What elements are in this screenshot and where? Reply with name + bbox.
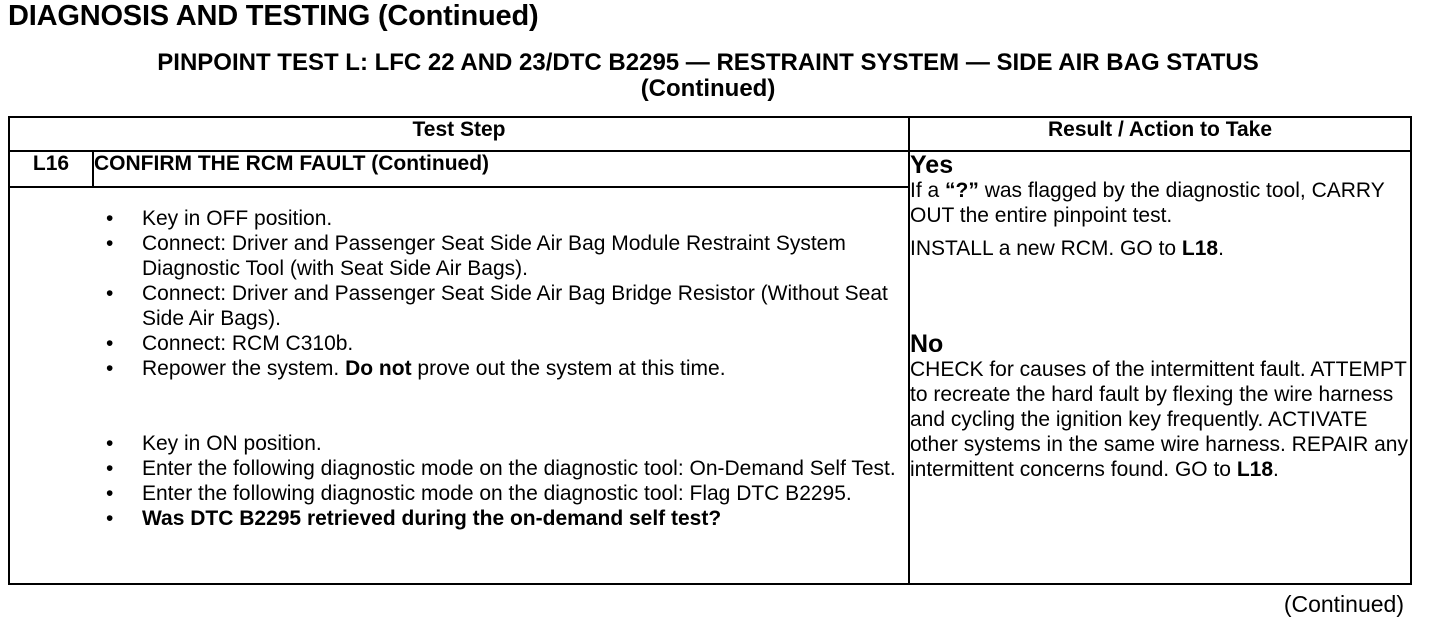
list-item: • Key in ON position. xyxy=(106,432,322,455)
step-id: L16 xyxy=(9,151,93,187)
pinpoint-test-title xyxy=(0,50,1416,102)
steps-cell xyxy=(9,187,909,584)
step-list-group-2 xyxy=(10,431,908,531)
yes-text-1: If a “?” was flagged by the diagnostic tool, CARRY OUT the entire pinpoint test. xyxy=(910,179,1385,227)
pinpoint-test-table xyxy=(8,116,1412,585)
list-item: • Repower the system. Do not prove out the system at this time. xyxy=(106,357,726,380)
no-label: No xyxy=(910,330,944,358)
list-item: • Connect: RCM C310b. xyxy=(106,332,354,355)
yes-text-2: INSTALL a new RCM. GO to L18. xyxy=(910,237,1224,260)
result-cell xyxy=(909,151,1411,584)
list-item: • Key in OFF position. xyxy=(106,207,333,230)
test-title-line2: (Continued) xyxy=(640,75,776,102)
yes-label: Yes xyxy=(910,151,954,179)
step-title: CONFIRM THE RCM FAULT (Continued) xyxy=(93,151,909,187)
list-item: • Was DTC B2295 retrieved during the on-demand self test? xyxy=(106,507,722,530)
header-test-step: Test Step xyxy=(9,117,909,151)
footer-continued: (Continued) xyxy=(1283,591,1404,617)
no-text: CHECK for causes of the intermittent fault. ATTEMPT to recreate the hard fault by flexing the wire harness and cycling the ignition key frequently. ACTIVATE other systems in the same wire harness. REPAIR any intermittent concerns found. GO to L18. xyxy=(910,358,1408,481)
page-heading: DIAGNOSIS AND TESTING (Continued) xyxy=(8,0,539,32)
test-title-line1: PINPOINT TEST L: LFC 22 AND 23/DTC B2295 — RESTRAINT SYSTEM — SIDE AIR BAG STATUS xyxy=(157,49,1259,76)
list-item: • Connect: Driver and Passenger Seat Side Air Bag Bridge Resistor (Without Seat Side Air Bags). xyxy=(106,282,888,330)
no-block xyxy=(910,331,1410,482)
list-item: • Connect: Driver and Passenger Seat Side Air Bag Module Restraint System Diagnostic Tool (with Seat Side Air Bags). xyxy=(106,232,846,280)
header-result-action: Result / Action to Take xyxy=(909,117,1411,151)
step-list-group-1 xyxy=(10,206,908,381)
list-item: • Enter the following diagnostic mode on the diagnostic tool: On-Demand Self Test. xyxy=(106,457,896,480)
list-item: • Enter the following diagnostic mode on the diagnostic tool: Flag DTC B2295. xyxy=(106,482,852,505)
